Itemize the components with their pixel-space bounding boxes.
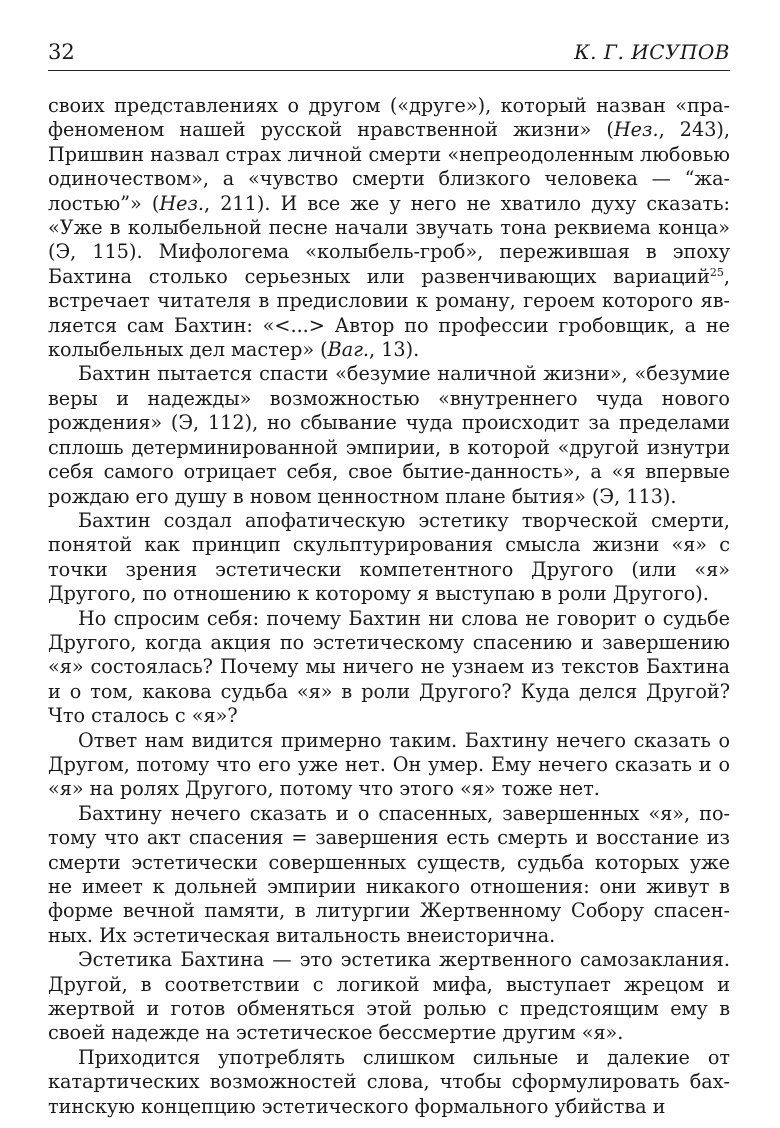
paragraph-4: Но спросим себя: почему Бахтин ни слова не говорит о судьбе Другого, когда акция по эстетическому спасению и завершению «я» состоялась? Почему мы ничего не узнаем из текстов Бахтина и о том, какова судьба «я» в роли Другого? Куда делся Другой? Что сталось с «я»? — [48, 606, 730, 728]
text-run: , встречает читателя в предисловии к роману, героем которого является сам Бахтин: «<...> Автор по профессии гробовщик, а не колыбельных дел мастер» ( — [48, 264, 730, 362]
source-abbreviation: Нез. — [613, 118, 659, 142]
footnote-marker: 25 — [709, 265, 724, 279]
text-run: , 211). И все же у него не хватило духу сказать: «Уже в колыбельной песне начали звучать тона реквиема конца» (Э, 115). Мифологема «колыбель-гроб», пережившая в эпоху Бахтина столько серьезных или развенчивающих вариаций — [48, 191, 730, 288]
paragraph-7: Эстетика Бахтина — это эстетика жертвенного самозаклания. Другой, в соответствии с логикой мифа, выступает жрецом и жертвой и готов обменяться этой ролью с предстоящим ему в своей надежде на эстетическое бессмертие другим «я». — [48, 948, 730, 1045]
text-run: , 243), Пришвин назвал страх личной смерти «непреодоленным любовью одиночеством», а «чувство смерти близкого человека — “жалостью”» ( — [48, 118, 731, 215]
running-head: К. Г. ИСУПОВ — [574, 40, 730, 64]
body-text — [48, 94, 730, 1119]
page-header — [48, 36, 730, 71]
paragraph-8: Приходится употреблять слишком сильные и далекие от катартических возможностей слова, чтобы сформулировать бахтинскую концепцию эстетического формального убийства и — [48, 1045, 730, 1118]
paragraph-2: Бахтин пытается спасти «безумие наличной жизни», «безумие веры и надежды» возможностью «внутреннего чуда нового рождения» (Э, 112), но сбывание чуда происходит за пределами сплошь детерминированной эмпирии, в которой «другой изнутри себя самого отрицает себя, свое бытие-данность», а «я впервые рождаю его душу в новом ценностном плане бытия» (Э, 113). — [48, 362, 730, 508]
text-run: , 13). — [369, 338, 420, 362]
paragraph-5: Ответ нам видится примерно таким. Бахтину нечего сказать о Другом, потому что его уже нет. Он умер. Ему нечего сказать и о «я» на ролях Другого, потому что этого «я» тоже нет. — [48, 728, 730, 801]
page-number: 32 — [48, 40, 75, 64]
paragraph-6: Бахтину нечего сказать и о спасенных, завершенных «я», потому что акт спасения = завершения есть смерть и восстание из смерти эстетически совершенных существ, судьба которых уже не имеет к дольней эмпирии никакого отношения: они живут в форме вечной памяти, в литургии Жертвенному Собору спасенных. Их эстетическая витальность внеисторична. — [48, 801, 730, 947]
paragraph-3: Бахтин создал апофатическую эстетику творческой смерти, понятой как принцип скульптурирования смысла жизни «я» с точки зрения эстетически компетентного Другого (или «я» Другого, по отношению к которому я выступаю в роли Другого). — [48, 508, 730, 606]
paragraph-1 — [48, 94, 730, 362]
text-run: своих представлениях о другом («друге»), который назван «прафеноменом нашей русской нравственной жизни» ( — [48, 94, 730, 142]
source-abbreviation: Нез. — [159, 191, 205, 215]
source-abbreviation: Ваг. — [327, 338, 370, 362]
